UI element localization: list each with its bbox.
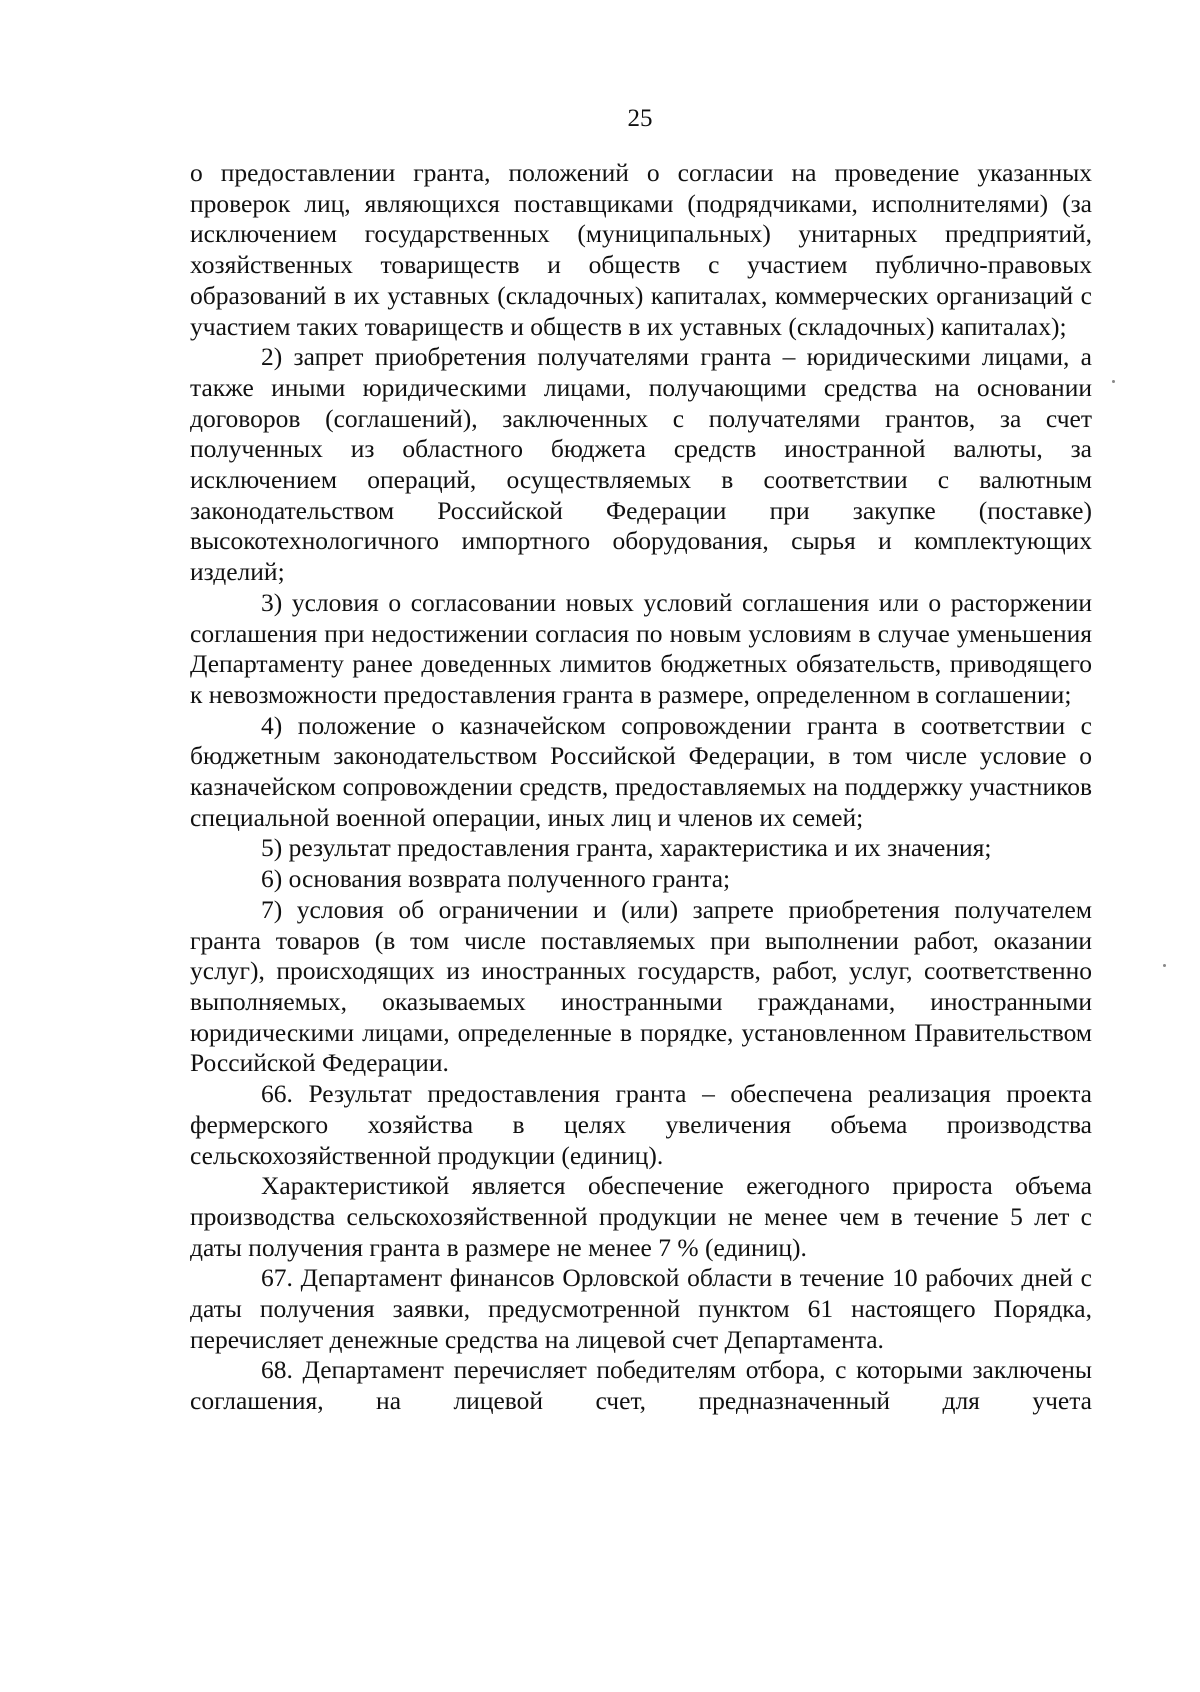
paragraph: 7) условия об ограничении и (или) запрете приобретения получателем гранта товаров (в том числе поставляемых при выполнении работ, оказании услуг), происходящих из иностранных государств, работ, услуг, соответственно выполняемых, оказываемых иностранными гражданами, иностранными юридическими лицами, определенные в порядке, установленном Правительством Российской Федерации. [190, 894, 1092, 1078]
paragraph: 4) положение о казначейском сопровождении гранта в соответствии с бюджетным законодательством Российской Федерации, в том числе условие о казначейском сопровождении средств, предоставляемых на поддержку участников специальной военной операции, иных лиц и членов их семей; [190, 710, 1092, 832]
paragraph: 3) условия о согласовании новых условий соглашения или о расторжении соглашения при недостижении согласия по новым условиям в случае уменьшения Департаменту ранее доведенных лимитов бюджетных обязательств, приводящего к невозможности предоставления гранта в размере, определенном в соглашении; [190, 587, 1092, 709]
page-number: 25 [627, 105, 653, 132]
paragraph: 5) результат предоставления гранта, характеристика и их значения; [261, 833, 992, 863]
paragraph: 2) запрет приобретения получателями гранта – юридическими лицами, а также иными юридическими лицами, получающими средства на основании договоров (соглашений), заключенных с получателями грантов, за счет полученных из областного бюджета средств иностранной валюты, за исключением операций, осуществляемых в соответствии с валютным законодательством Российской Федерации при закупке (поставке) высокотехнологичного импортного оборудования, сырья и комплектующих изделий; [190, 342, 1092, 587]
paragraph: 6) основания возврата полученного гранта; [261, 864, 731, 894]
paragraph: 66. Результат предоставления гранта – обеспечена реализация проекта фермерского хозяйства в целях увеличения объема производства сельскохозяйственной продукции (единиц). [190, 1079, 1092, 1170]
scan-speck [1112, 380, 1115, 383]
scan-speck [1163, 964, 1166, 967]
paragraph: 67. Департамент финансов Орловской области в течение 10 рабочих дней с даты получения заявки, предусмотренной пунктом 61 настоящего Порядка, перечисляет денежные средства на лицевой счет Департамента. [190, 1263, 1092, 1354]
paragraph: о предоставлении гранта, положений о согласии на проведение указанных проверок лиц, являющихся поставщиками (подрядчиками, исполнителями) (за исключением государственных (муниципальных) унитарных предприятий, хозяйственных товариществ и обществ с участием публично-правовых образований в их уставных (складочных) капиталах, коммерческих организаций с участием таких товариществ и обществ в их уставных (складочных) капиталах); [190, 158, 1092, 341]
paragraph: Характеристикой является обеспечение ежегодного прироста объема производства сельскохозяйственной продукции не менее чем в течение 5 лет с даты получения гранта в размере не менее 7 % (единиц). [190, 1171, 1092, 1262]
document-body [190, 158, 1092, 1417]
paragraph: 68. Департамент перечисляет победителям отбора, с которыми заключены соглашения, на лицевой счет, предназначенный для учета [190, 1355, 1092, 1416]
